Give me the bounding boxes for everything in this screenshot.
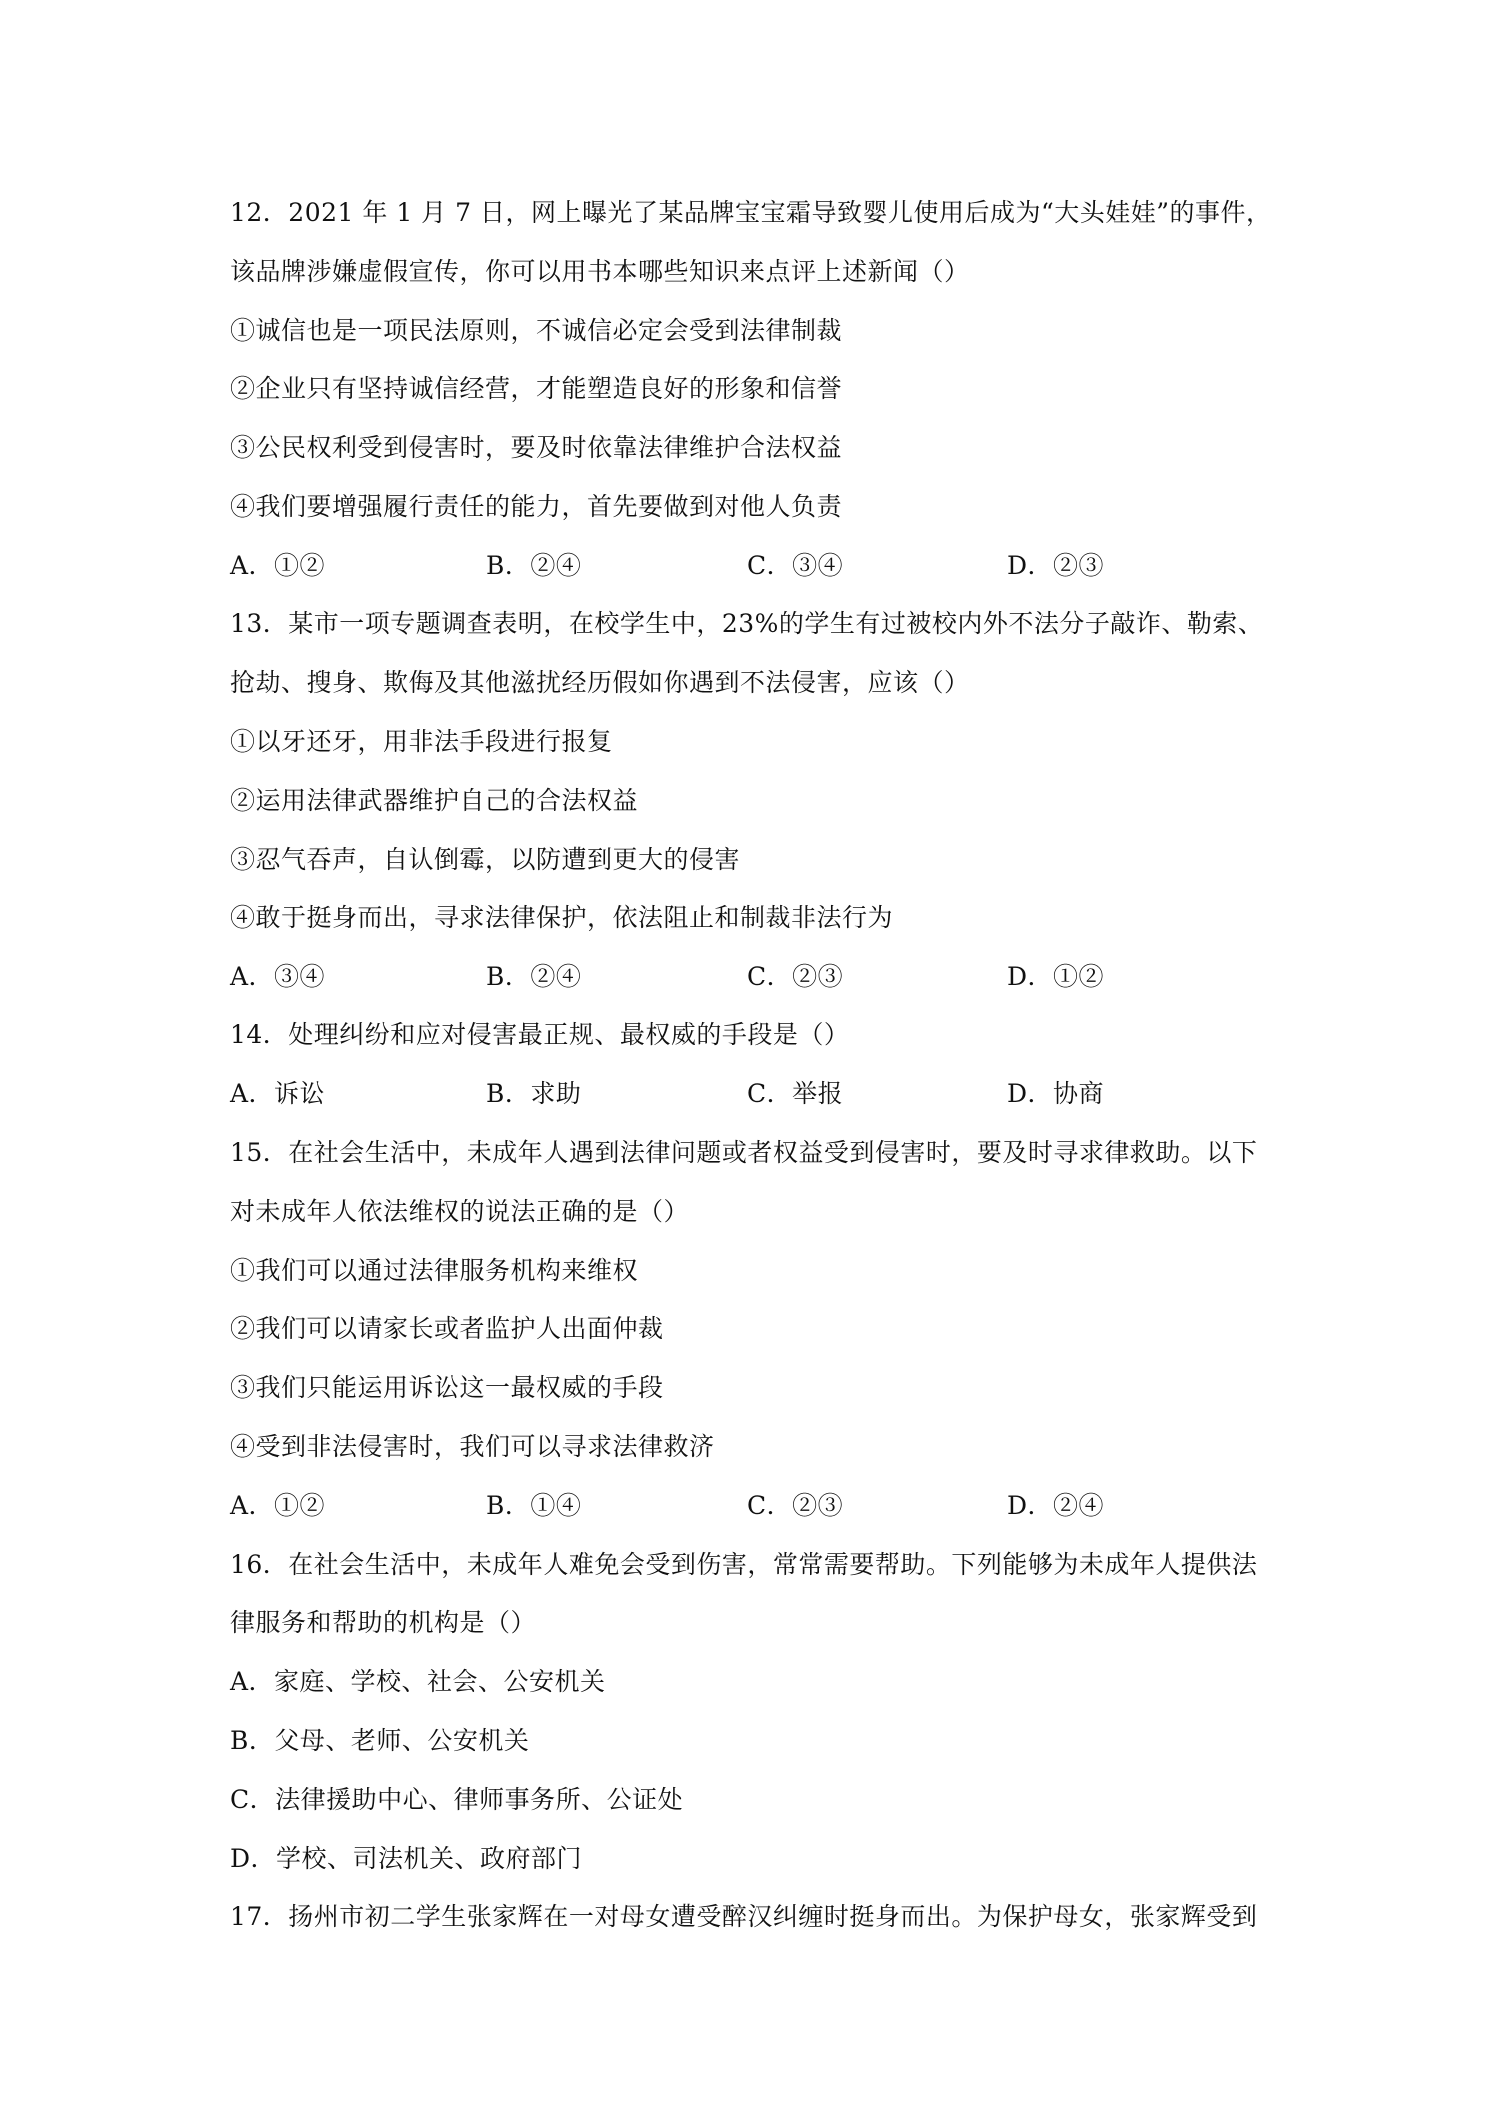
q12-statement-4: ④我们要增强履行责任的能力，首先要做到对他人负责: [230, 492, 843, 521]
q15-statement-2: ②我们可以请家长或者监护人出面仲裁: [230, 1314, 664, 1343]
q12-option-b[interactable]: B．②④: [486, 551, 582, 580]
q12-option-c[interactable]: C．③④: [747, 551, 844, 580]
q15-statement-4: ④受到非法侵害时，我们可以寻求法律救济: [230, 1432, 715, 1461]
q14-option-a[interactable]: A．诉讼: [230, 1079, 326, 1108]
q13-statement-4: ④敢于挺身而出，寻求法律保护，依法阻止和制裁非法行为: [230, 903, 894, 932]
q13-stem-line-1: 13．某市一项专题调查表明，在校学生中，23%的学生有过被校内外不法分子敲诈、勒索、: [230, 609, 1264, 638]
q14-options: [230, 1077, 1330, 1111]
q12-statement-2: ②企业只有坚持诚信经营，才能塑造良好的形象和信誉: [230, 374, 843, 403]
q14-option-b[interactable]: B．求助: [486, 1079, 582, 1108]
q16-option-a[interactable]: A．家庭、学校、社会、公安机关: [230, 1667, 606, 1696]
q15-statement-1: ①我们可以通过法律服务机构来维权: [230, 1256, 639, 1285]
q14-option-d[interactable]: D．协商: [1007, 1079, 1105, 1108]
q12-options: [230, 549, 1330, 583]
q13-option-b[interactable]: B．②④: [486, 962, 582, 991]
q15-options: [230, 1489, 1330, 1523]
q13-statement-3: ③忍气吞声，自认倒霉，以防遭到更大的侵害: [230, 845, 741, 874]
q15-option-d[interactable]: D．②④: [1007, 1491, 1105, 1520]
q15-option-b[interactable]: B．①④: [486, 1491, 582, 1520]
q12-stem-line-2: 该品牌涉嫌虚假宣传，你可以用书本哪些知识来点评上述新闻（）: [230, 257, 970, 286]
q16-stem-line-2: 律服务和帮助的机构是（）: [230, 1608, 537, 1637]
q14-stem-line-1: 14．处理纠纷和应对侵害最正规、最权威的手段是（）: [230, 1020, 850, 1049]
q12-statement-3: ③公民权利受到侵害时，要及时依靠法律维护合法权益: [230, 433, 843, 462]
q13-option-d[interactable]: D．①②: [1007, 962, 1105, 991]
q13-options: [230, 960, 1330, 994]
q16-option-b[interactable]: B．父母、老师、公安机关: [230, 1726, 530, 1755]
q15-stem-line-2: 对未成年人依法维权的说法正确的是（）: [230, 1197, 690, 1226]
q15-option-c[interactable]: C．②③: [747, 1491, 844, 1520]
q12-stem-line-1: 12．2021 年 1 月 7 日，网上曝光了某品牌宝宝霜导致婴儿使用后成为“大头娃娃”的事件，: [230, 198, 1272, 227]
q12-option-a[interactable]: A．①②: [230, 551, 326, 580]
q13-option-c[interactable]: C．②③: [747, 962, 844, 991]
q12-option-d[interactable]: D．②③: [1007, 551, 1105, 580]
q14-option-c[interactable]: C．举报: [747, 1079, 844, 1108]
q12-statement-1: ①诚信也是一项民法原则，不诚信必定会受到法律制裁: [230, 316, 843, 345]
q15-option-a[interactable]: A．①②: [230, 1491, 326, 1520]
q13-stem-line-2: 抢劫、搜身、欺侮及其他滋扰经历假如你遇到不法侵害，应该（）: [230, 668, 970, 697]
q16-stem-line-1: 16．在社会生活中，未成年人难免会受到伤害，常常需要帮助。下列能够为未成年人提供法: [230, 1550, 1258, 1579]
q16-option-c[interactable]: C．法律援助中心、律师事务所、公证处: [230, 1785, 684, 1814]
q17-stem-line-1: 17．扬州市初二学生张家辉在一对母女遭受醉汉纠缠时挺身而出。为保护母女，张家辉受到: [230, 1902, 1258, 1931]
q13-statement-1: ①以牙还牙，用非法手段进行报复: [230, 727, 613, 756]
q16-option-d[interactable]: D．学校、司法机关、政府部门: [230, 1844, 583, 1873]
q15-statement-3: ③我们只能运用诉讼这一最权威的手段: [230, 1373, 664, 1402]
q15-stem-line-1: 15．在社会生活中，未成年人遇到法律问题或者权益受到侵害时，要及时寻求律救助。以下: [230, 1138, 1258, 1167]
q13-statement-2: ②运用法律武器维护自己的合法权益: [230, 786, 639, 815]
q13-option-a[interactable]: A．③④: [230, 962, 326, 991]
